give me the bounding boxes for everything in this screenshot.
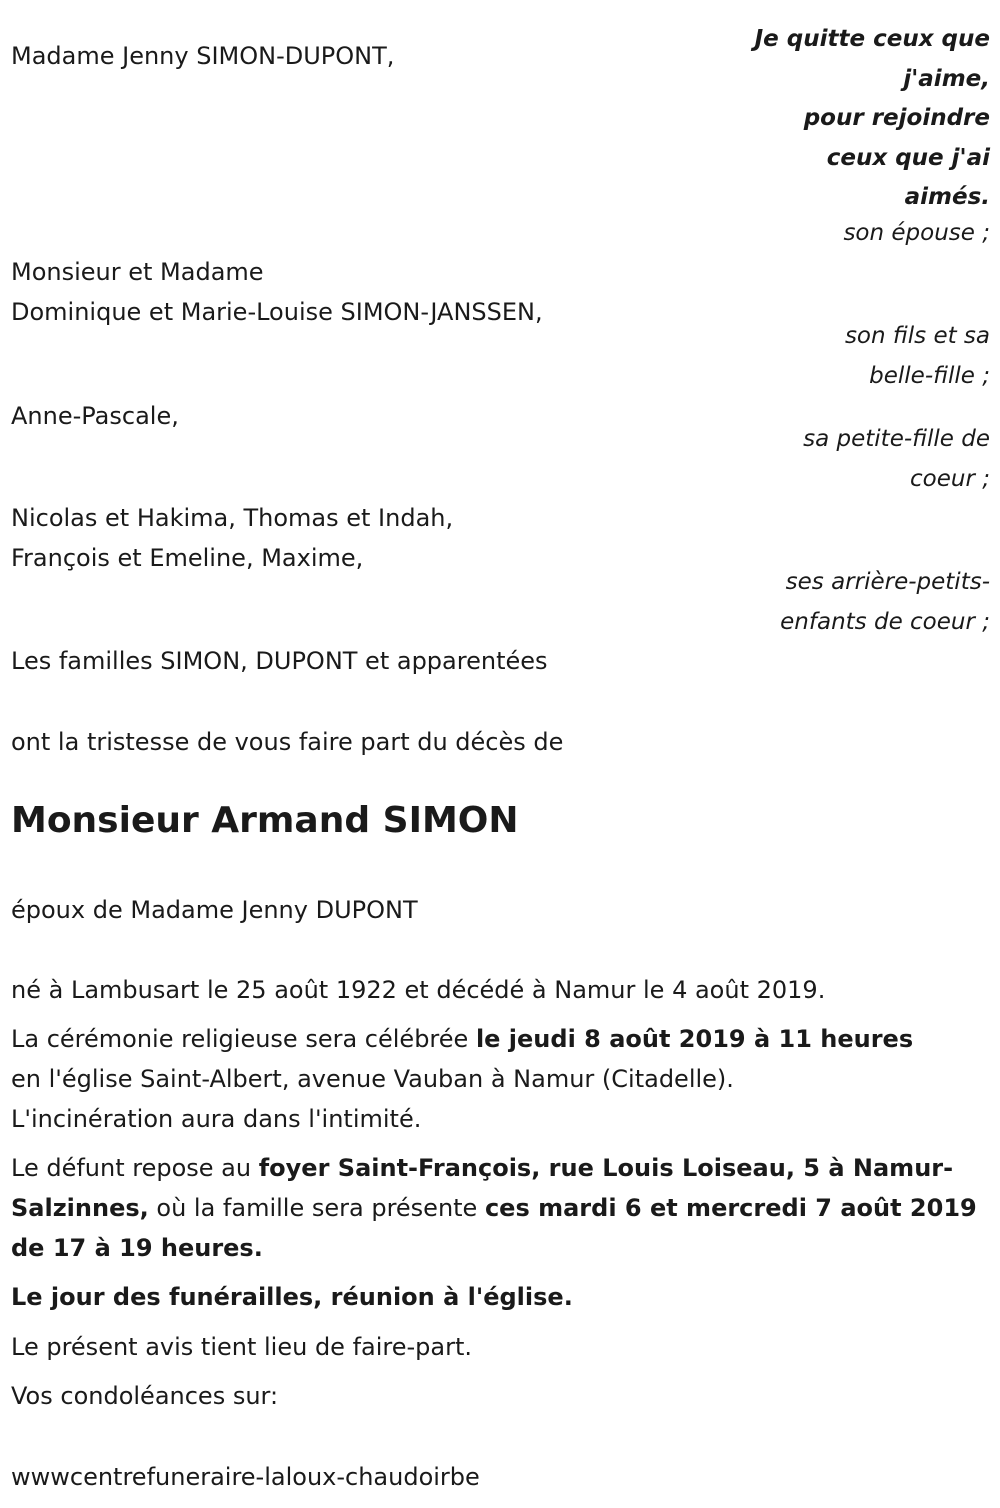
spouse-role: son épouse ; [843,220,990,246]
spouse-of: époux de Madame Jenny DUPONT [11,896,418,924]
granddaughter-name: Anne-Pascale, [11,402,179,430]
families-line: Les familles SIMON, DUPONT et apparentées [11,647,548,675]
quote-line: pour rejoindre [803,105,990,131]
epitaph-quote [730,20,990,218]
visitation-mid: où la famille sera présente [148,1194,485,1222]
ceremony-date: le jeudi 8 août 2019 à 11 heures [475,1025,914,1053]
notice: Le présent avis tient lieu de faire-part. [11,1333,473,1361]
cremation-note: L'incinération aura dans l'intimité. [11,1105,422,1133]
deceased-name: Monsieur Armand SIMON [11,800,519,841]
ceremony-intro: La cérémonie religieuse sera célébrée [11,1025,476,1053]
granddaughter-role-line2: coeur ; [910,466,990,492]
son-name-line2: Dominique et Marie-Louise SIMON-JANSSEN, [11,298,543,326]
visitation-intro: Le défunt repose au [11,1154,259,1182]
birth-death: né à Lambusart le 25 août 1922 et décédé à Namur le 4 août 2019. [11,976,826,1004]
condolences-label: Vos condoléances sur: [11,1382,279,1410]
son-name-line1: Monsieur et Madame [11,258,264,286]
greatgrandchildren-role-line2: enfants de coeur ; [780,609,990,635]
greatgrandchildren-role-line1: ses arrière-petits- [785,569,990,595]
quote-line: j'aime, [903,65,990,92]
meeting-text: Le jour des funérailles, réunion à l'église. [11,1283,573,1311]
greatgrandchildren-line1: Nicolas et Hakima, Thomas et Indah, [11,504,454,532]
quote-line: Je quitte ceux que [754,26,990,52]
quote-line: ceux que j'ai [826,144,990,171]
visitation-dates: ces mardi 6 et mercredi 7 août 2019 de 17 à 19 heures. [11,1194,977,1262]
visitation-paragraph [11,1148,991,1268]
greatgrandchildren-line2: François et Emeline, Maxime, [11,544,364,572]
announcement: ont la tristesse de vous faire part du décès de [11,728,564,756]
ceremony-paragraph [11,1019,991,1139]
ceremony-place: en l'église Saint-Albert, avenue Vauban à Namur (Citadelle). [11,1065,734,1093]
granddaughter-role-line1: sa petite-fille de [803,426,990,452]
visitation-place: foyer Saint-François, rue Louis Loiseau, 5 à Namur-Salzinnes, [11,1154,954,1222]
website-link[interactable]: wwwcentrefuneraire-laloux-chaudoirbe [11,1463,480,1491]
son-role-line2: belle-fille ; [869,363,990,389]
spouse-name: Madame Jenny SIMON-DUPONT, [11,42,395,70]
ceremony-line [11,1019,991,1059]
meeting-note [11,1277,991,1317]
quote-line: aimés. [904,184,990,210]
son-role-line1: son fils et sa [844,323,990,349]
